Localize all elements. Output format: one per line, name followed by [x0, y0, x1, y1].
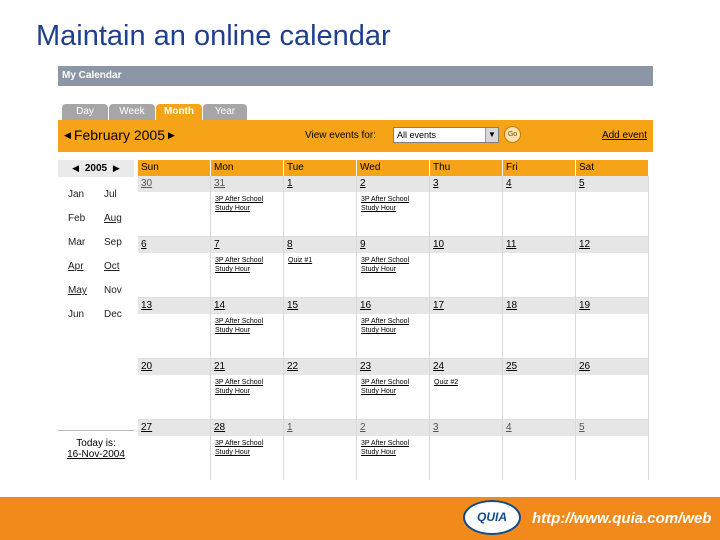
day-number[interactable]: 2 [357, 176, 429, 192]
day-number[interactable]: 14 [211, 298, 283, 314]
event-link[interactable]: Study Hour [361, 449, 397, 456]
day-number[interactable]: 1 [284, 420, 356, 436]
event-link[interactable]: Study Hour [215, 266, 251, 273]
day-number[interactable]: 10 [430, 237, 502, 253]
footer-url: http://www.quia.com/web [532, 510, 712, 527]
day-number[interactable]: 5 [576, 176, 648, 192]
day-number[interactable]: 16 [357, 298, 429, 314]
day-number[interactable]: 8 [284, 237, 356, 253]
mini-month-oct[interactable]: Oct [104, 261, 120, 272]
day-cell[interactable] [284, 176, 357, 236]
week-row [138, 359, 649, 420]
mini-month-jan[interactable]: Jan [68, 189, 85, 200]
day-cell[interactable] [357, 176, 430, 236]
tab-year[interactable]: Year [203, 104, 247, 120]
day-cell[interactable] [138, 359, 211, 419]
event-link[interactable]: 3P After School [361, 318, 410, 325]
today-date[interactable]: 16-Nov-2004 [67, 449, 125, 460]
day-number[interactable]: 6 [138, 237, 210, 253]
view-events-value: All events [397, 130, 437, 140]
day-number[interactable]: 24 [430, 359, 502, 375]
day-number[interactable]: 25 [503, 359, 575, 375]
footer-bar [0, 497, 720, 540]
day-number[interactable]: 3 [430, 176, 502, 192]
day-cell[interactable] [576, 420, 649, 480]
mini-divider [58, 430, 134, 431]
mini-month-sep[interactable]: Sep [104, 237, 122, 248]
event-link[interactable]: 3P After School [215, 379, 264, 386]
today-block [58, 438, 134, 460]
day-number[interactable]: 31 [211, 176, 283, 192]
event-link[interactable]: 3P After School [361, 440, 410, 447]
weekday-fri: Fri [503, 160, 576, 176]
mini-month-jul[interactable]: Jul [104, 189, 117, 200]
day-cell[interactable] [357, 298, 430, 358]
event-link[interactable]: Study Hour [361, 205, 397, 212]
day-number[interactable]: 21 [211, 359, 283, 375]
day-number[interactable]: 5 [576, 420, 648, 436]
day-cell[interactable] [430, 176, 503, 236]
mini-year-header [58, 160, 134, 177]
weekday-mon: Mon [211, 160, 284, 176]
prev-month-icon[interactable]: ◀ [64, 129, 71, 140]
day-cell[interactable] [576, 237, 649, 297]
event-link[interactable]: Study Hour [361, 327, 397, 334]
day-cell[interactable] [211, 237, 284, 297]
day-number[interactable]: 19 [576, 298, 648, 314]
day-cell[interactable] [430, 298, 503, 358]
month-label: February 2005 [73, 127, 165, 143]
next-year-icon[interactable]: ▶ [112, 163, 120, 173]
mini-year-nav [58, 160, 134, 460]
tab-day[interactable]: Day [62, 104, 108, 120]
day-cell[interactable] [503, 237, 576, 297]
day-number[interactable]: 9 [357, 237, 429, 253]
day-number[interactable]: 15 [284, 298, 356, 314]
go-button[interactable]: Go [504, 126, 521, 143]
event-link[interactable]: 3P After School [215, 318, 264, 325]
day-number[interactable]: 12 [576, 237, 648, 253]
weeks-container [138, 176, 649, 480]
event-link[interactable]: 3P After School [361, 257, 410, 264]
month-toolbar [58, 120, 653, 152]
day-number[interactable]: 20 [138, 359, 210, 375]
event-link[interactable]: 3P After School [361, 196, 410, 203]
event-link[interactable]: Study Hour [215, 327, 251, 334]
mini-months [68, 183, 134, 327]
day-number[interactable]: 28 [211, 420, 283, 436]
event-link[interactable]: 3P After School [215, 257, 264, 264]
day-number[interactable]: 26 [576, 359, 648, 375]
day-cell[interactable] [138, 298, 211, 358]
event-link[interactable]: Study Hour [361, 388, 397, 395]
day-cell[interactable] [430, 237, 503, 297]
week-row [138, 420, 649, 480]
day-cell[interactable] [430, 420, 503, 480]
month-grid [138, 160, 649, 480]
day-cell[interactable] [284, 420, 357, 480]
add-event-link[interactable]: Add event [601, 130, 647, 141]
day-number[interactable]: 23 [357, 359, 429, 375]
month-nav [61, 127, 178, 143]
event-link[interactable]: 3P After School [215, 196, 264, 203]
mini-month-feb[interactable]: Feb [68, 213, 86, 224]
day-cell[interactable] [503, 359, 576, 419]
slide-title: Maintain an online calendar [36, 20, 391, 52]
view-events-label: View events for: [305, 130, 376, 141]
day-cell[interactable] [503, 298, 576, 358]
weekday-wed: Wed [357, 160, 430, 176]
day-cell[interactable] [211, 298, 284, 358]
event-link[interactable]: Study Hour [215, 388, 251, 395]
event-link[interactable]: 3P After School [215, 440, 264, 447]
day-number[interactable]: 17 [430, 298, 502, 314]
mini-year: 2005 [84, 163, 108, 174]
tab-week[interactable]: Week [109, 104, 155, 120]
weekday-sun: Sun [138, 160, 211, 176]
weekday-header [138, 160, 649, 176]
day-cell[interactable] [576, 298, 649, 358]
day-number[interactable]: 4 [503, 420, 575, 436]
day-number[interactable]: 2 [357, 420, 429, 436]
day-cell[interactable] [138, 237, 211, 297]
day-cell[interactable] [503, 176, 576, 236]
day-cell[interactable] [357, 420, 430, 480]
week-row [138, 298, 649, 359]
day-number[interactable]: 30 [138, 176, 210, 192]
today-label: Today is: [76, 438, 116, 449]
day-cell[interactable] [357, 359, 430, 419]
day-number[interactable]: 7 [211, 237, 283, 253]
day-cell[interactable] [284, 298, 357, 358]
event-link[interactable]: Study Hour [361, 266, 397, 273]
mini-month-nov[interactable]: Nov [104, 285, 122, 296]
day-cell[interactable] [284, 359, 357, 419]
event-link[interactable]: Study Hour [215, 205, 251, 212]
day-cell[interactable] [357, 237, 430, 297]
day-number[interactable]: 1 [284, 176, 356, 192]
mini-month-aug[interactable]: Aug [104, 213, 122, 224]
mini-month-dec[interactable]: Dec [104, 309, 122, 320]
view-tabs [62, 104, 248, 120]
day-cell[interactable] [284, 237, 357, 297]
event-link[interactable]: 3P After School [361, 379, 410, 386]
mini-month-apr[interactable]: Apr [68, 261, 84, 272]
day-number[interactable]: 13 [138, 298, 210, 314]
view-events-select[interactable] [393, 127, 499, 143]
day-number[interactable]: 4 [503, 176, 575, 192]
day-number[interactable]: 27 [138, 420, 210, 436]
mini-month-jun[interactable]: Jun [68, 309, 85, 320]
window-title: My Calendar [58, 66, 653, 86]
prev-year-icon[interactable]: ◀ [72, 163, 80, 173]
day-cell[interactable] [503, 420, 576, 480]
day-number[interactable]: 11 [503, 237, 575, 253]
next-month-icon[interactable]: ▶ [167, 129, 175, 140]
weekday-tue: Tue [284, 160, 357, 176]
quia-logo: QUIA [463, 500, 521, 535]
event-link[interactable]: Quiz #2 [434, 379, 459, 386]
weekday-thu: Thu [430, 160, 503, 176]
mini-month-may[interactable]: May [68, 285, 87, 296]
weekday-sat: Sat [576, 160, 649, 176]
chevron-down-icon[interactable]: ▼ [485, 128, 498, 142]
day-number[interactable]: 22 [284, 359, 356, 375]
calendar-window [58, 66, 653, 480]
day-number[interactable]: 3 [430, 420, 502, 436]
day-cell[interactable] [576, 359, 649, 419]
event-link[interactable]: Quiz #1 [288, 257, 313, 264]
day-cell[interactable] [211, 420, 284, 480]
event-link[interactable]: Study Hour [215, 449, 251, 456]
tab-month[interactable]: Month [156, 104, 202, 120]
day-cell[interactable] [138, 176, 211, 236]
day-cell[interactable] [576, 176, 649, 236]
day-cell[interactable] [211, 176, 284, 236]
day-cell[interactable] [138, 420, 211, 480]
week-row [138, 176, 649, 237]
day-number[interactable]: 18 [503, 298, 575, 314]
day-cell[interactable] [430, 359, 503, 419]
day-cell[interactable] [211, 359, 284, 419]
week-row [138, 237, 649, 298]
mini-month-mar[interactable]: Mar [68, 237, 86, 248]
